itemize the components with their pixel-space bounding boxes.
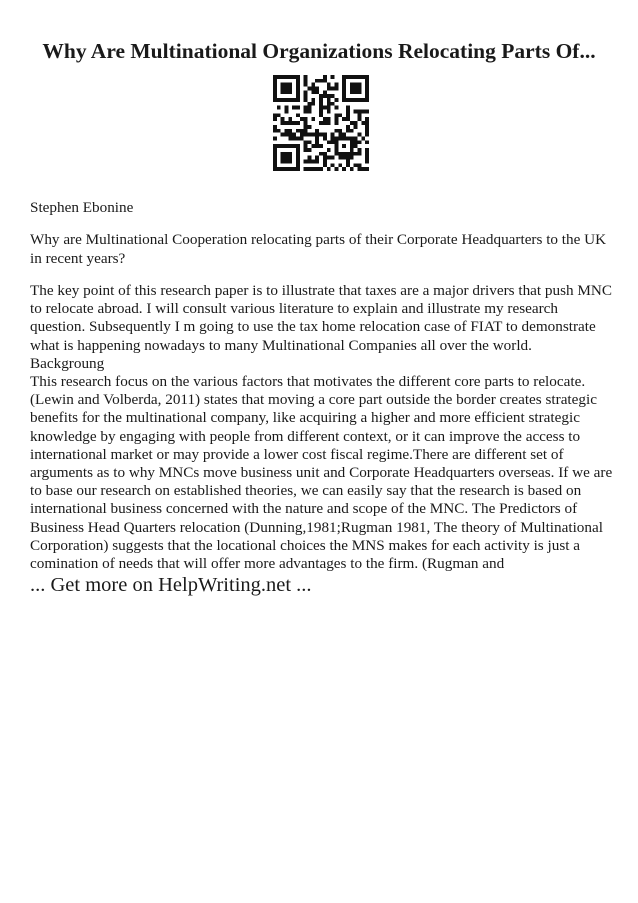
body-text (30, 282, 614, 573)
paragraph-background: This research focus on the various factors that motivates the different core parts to relocate. (Lewin and Volberda, 2011) states that moving a core part outside the border creates strategic benefits for the multinational company, like acquiring a higher and more efficient strategic knowledge by engaging with people from different context, or it can improve the access to international market or may provide a lower cost fiscal regime.There are different set of arguments as to why MNCs move business unit and Corporate Headquarters overseas. If we are to base our research on established theories, we can easily say that the research is based on international business concerned with the nature and scope of the MNC. The Predictors of Business Head Quarters relocation (Dunning,1981;Rugman 1981, The theory of Multinational Corporation) suggests that the locational choices the MNS makes for each activity is just a comination of needs that will offer more advantages to the firm. (Rugman and (30, 373, 613, 573)
research-question: Why are Multinational Cooperation relocating parts of their Corporate Headquarters to the UK in recent years? (30, 231, 607, 267)
get-more-link[interactable]: ... Get more on HelpWriting.net ... (30, 574, 312, 596)
author-name: Stephen Ebonine (30, 199, 134, 216)
page-title: Why Are Multinational Organizations Relocating Parts Of... (42, 39, 596, 63)
section-heading: Backgroung (30, 354, 105, 372)
qr-code-icon (273, 75, 369, 171)
paragraph-intro: The key point of this research paper is to illustrate that taxes are a major drivers that push MNC to relocate abroad. I will consult various literature to explain and illustrate my research question. Subsequently I m going to use the tax home relocation case of FIAT to demonstrate what is happening nowadays to many Multinational Companies all over the world. (30, 282, 613, 354)
